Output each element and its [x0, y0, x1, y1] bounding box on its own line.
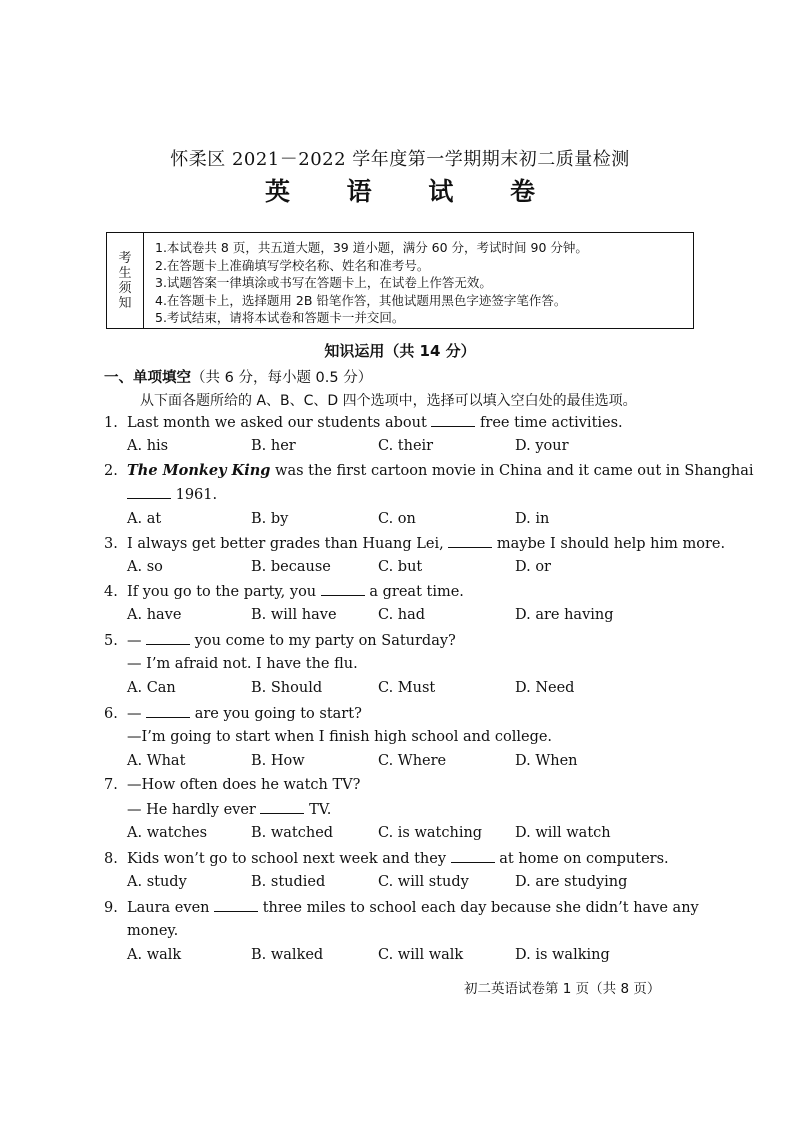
- answer-option: C. had: [378, 607, 426, 623]
- question-segment: —How often does he watch TV?: [127, 777, 361, 793]
- answer-option: D. are having: [515, 607, 614, 623]
- question-segment: three miles to school each day because she didn’t have any: [258, 900, 699, 916]
- answer-option: D. When: [515, 753, 578, 769]
- question-text-continued: [127, 923, 178, 939]
- answer-option: C. will study: [378, 874, 469, 890]
- question-number: 1.: [104, 415, 118, 431]
- answer-blank: [321, 583, 365, 596]
- notice-item: 4.在答题卡上，选择题用 2B 铅笔作答，其他试题用黑色字迹签字笔作答。: [155, 292, 567, 308]
- exam-title: 怀柔区 2021－2022 学年度第一学期期末初二质量检测: [170, 149, 630, 170]
- question-segment: — I’m afraid not. I have the flu.: [127, 656, 358, 672]
- answer-option: D. or: [515, 559, 551, 575]
- answer-blank: [146, 632, 190, 645]
- answer-option: A. have: [127, 607, 182, 623]
- notice-label-char: 生: [118, 265, 132, 281]
- question-number: 3.: [104, 536, 118, 552]
- answer-option: B. her: [251, 438, 296, 454]
- section-title: 知识运用（共 14 分）: [324, 342, 476, 360]
- notice-item: 2.在答题卡上准确填写学校名称、姓名和准考号。: [155, 257, 430, 273]
- question-text: [104, 462, 754, 479]
- answer-option: D. your: [515, 438, 569, 454]
- question-text-continued: [127, 486, 217, 503]
- question-segment: free time activities.: [475, 415, 623, 431]
- answer-blank: [431, 414, 475, 427]
- question-segment: a great time.: [364, 584, 464, 600]
- answer-blank: [146, 705, 190, 718]
- page-footer: 初二英语试卷第 1 页（共 8 页）: [464, 981, 661, 997]
- answer-option: A. watches: [127, 825, 208, 841]
- question-text: [104, 535, 725, 552]
- answer-option: B. Should: [251, 680, 323, 696]
- answer-option: A. Can: [127, 680, 176, 696]
- answer-option: C. is watching: [378, 825, 483, 841]
- question-segment: — He hardly ever: [127, 802, 261, 818]
- question-segment: at home on computers.: [494, 851, 669, 867]
- answer-blank: [260, 801, 304, 814]
- notice-label-char: 知: [118, 295, 132, 311]
- answer-blank: [127, 486, 171, 499]
- question-segment: —: [127, 633, 147, 649]
- question-text: [104, 899, 699, 916]
- answer-option: D. in: [515, 511, 550, 527]
- question-segment: If you go to the party, you: [127, 584, 321, 600]
- question-italic-title: The Monkey King: [127, 462, 271, 479]
- question-segment: was the first cartoon movie in China and it came out in Shanghai: [270, 463, 754, 479]
- question-segment: TV.: [304, 802, 332, 818]
- question-segment: you come to my party on Saturday?: [190, 633, 456, 649]
- question-segment: Laura even: [127, 900, 215, 916]
- question-number: 4.: [104, 584, 118, 600]
- notice-items: [144, 233, 588, 328]
- answer-option: C. their: [378, 438, 434, 454]
- answer-option: B. walked: [251, 947, 324, 963]
- question-number: 9.: [104, 900, 118, 916]
- answer-option: D. are studying: [515, 874, 628, 890]
- question-text-continued: [127, 801, 331, 818]
- answer-option: C. will walk: [378, 947, 464, 963]
- question-text: [104, 414, 623, 431]
- question-text: [104, 583, 464, 600]
- question-text: [104, 632, 456, 649]
- answer-blank: [451, 850, 495, 863]
- answer-option: B. by: [251, 511, 289, 527]
- answer-option: A. walk: [127, 947, 182, 963]
- answer-blank: [214, 899, 258, 912]
- answer-option: A. What: [127, 753, 186, 769]
- part-title: [104, 366, 372, 387]
- question-text: [104, 705, 362, 722]
- answer-option: B. How: [251, 753, 305, 769]
- question-number: 6.: [104, 706, 118, 722]
- answer-option: C. but: [378, 559, 423, 575]
- answer-option: A. at: [127, 511, 162, 527]
- part-heading: 一、单项填空: [104, 370, 191, 386]
- answer-option: D. is walking: [515, 947, 610, 963]
- question-segment: Last month we asked our students about: [127, 415, 432, 431]
- notice-label-char: 考: [118, 250, 132, 266]
- notice-label-char: 须: [118, 280, 132, 296]
- question-segment: maybe I should help him more.: [492, 536, 726, 552]
- question-number: 5.: [104, 633, 118, 649]
- answer-option: A. his: [127, 438, 169, 454]
- question-number: 2.: [104, 463, 118, 479]
- question-segment: are you going to start?: [190, 706, 362, 722]
- question-number: 7.: [104, 777, 118, 793]
- answer-option: C. Must: [378, 680, 436, 696]
- question-text-continued: [127, 729, 552, 745]
- answer-option: A. so: [127, 559, 163, 575]
- question-segment: —: [127, 706, 147, 722]
- question-segment: I always get better grades than Huang Lei,: [127, 536, 449, 552]
- question-text-continued: [127, 656, 358, 672]
- answer-blank: [448, 535, 492, 548]
- question-segment: money.: [127, 923, 179, 939]
- part-score: （共 6 分，每小题 0.5 分）: [191, 370, 373, 386]
- answer-option: B. will have: [251, 607, 337, 623]
- answer-option: D. Need: [515, 680, 575, 696]
- answer-option: D. will watch: [515, 825, 611, 841]
- question-text: [104, 850, 669, 867]
- notice-item: 5.考试结束，请将本试卷和答题卡一并交回。: [155, 310, 405, 325]
- answer-option: A. study: [127, 874, 187, 890]
- answer-option: B. studied: [251, 874, 326, 890]
- answer-option: C. on: [378, 511, 416, 527]
- answer-option: B. watched: [251, 825, 334, 841]
- answer-option: C. Where: [378, 753, 447, 769]
- notice-box: [106, 232, 694, 329]
- question-segment: 1961.: [171, 487, 218, 503]
- question-segment: —I’m going to start when I finish high school and college.: [127, 729, 553, 745]
- answer-option: B. because: [251, 559, 331, 575]
- notice-item: 3.试题答案一律填涂或书写在答题卡上，在试卷上作答无效。: [155, 275, 492, 290]
- question-segment: Kids won’t go to school next week and they: [127, 851, 451, 867]
- notice-item: 1.本试卷共 8 页，共五道大题，39 道小题，满分 60 分，考试时间 90 分钟。: [155, 240, 588, 255]
- question-text: [104, 777, 360, 793]
- question-number: 8.: [104, 851, 118, 867]
- notice-label: [107, 233, 144, 328]
- part-instruction: 从下面各题所给的 A、B、C、D 四个选项中，选择可以填入空白处的最佳选项。: [140, 393, 637, 409]
- exam-subtitle: 英 语 试 卷: [264, 177, 560, 206]
